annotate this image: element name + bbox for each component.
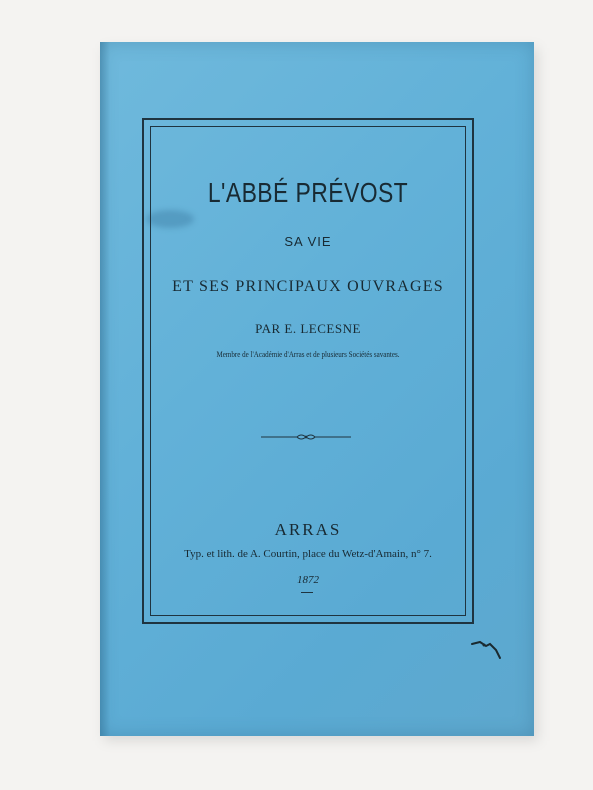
book-cover — [100, 42, 534, 736]
book-title: L'ABBÉ PRÉVOST — [207, 177, 409, 208]
publication-year: 1872 — [297, 574, 319, 586]
subtitle-line-1: SA VIE — [284, 234, 332, 249]
author-line: PAR E. LECESNE — [255, 321, 361, 336]
subtitle-line-2: ET SES PRINCIPAUX OUVRAGES — [172, 278, 444, 295]
cover-scuff-mark — [470, 638, 504, 662]
year-underline — [301, 592, 313, 593]
spine-edge — [100, 42, 110, 736]
publication-place: ARRAS — [274, 520, 342, 539]
ornament-divider — [261, 432, 351, 442]
author-affiliation: Membre de l'Académie d'Arras et de plusieurs Sociétés savantes. — [216, 350, 400, 359]
title-frame — [142, 118, 474, 624]
printer-line: Typ. et lith. de A. Courtin, place du Wetz-d'Amain, n° 7. — [184, 548, 432, 560]
